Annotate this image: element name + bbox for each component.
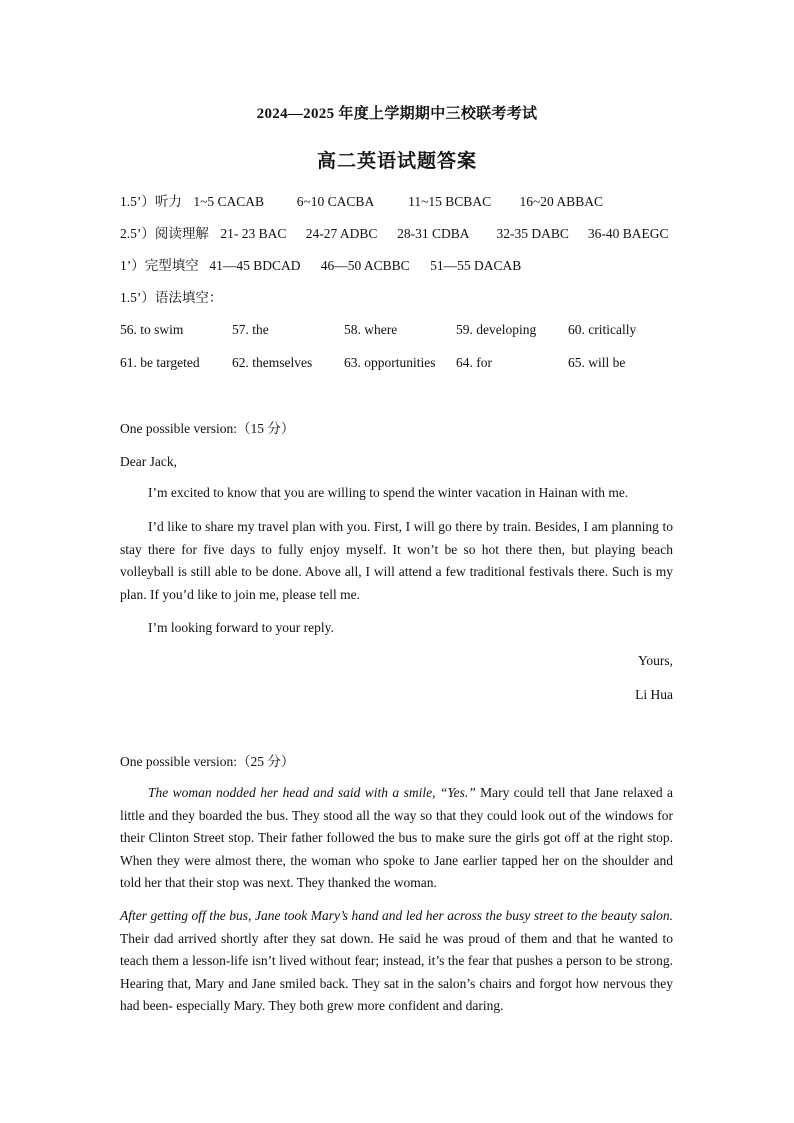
grammar-answer: 63. opportunities	[344, 355, 436, 370]
essay1-closing: Yours,	[637, 653, 673, 668]
grammar-answer: 56. to swim	[120, 322, 184, 337]
exam-title: 2024—2025 年度上学期期中三校联考考试	[256, 106, 538, 122]
answer-group: 32-35 DABC	[496, 226, 569, 241]
essay1-paragraph: I’d like to share my travel plan with you. First, I will go there by train. Besides, I am planning to stay there for five days to fully enjoy myself. It won’t be so hot there then, but playing beach volleyball is still able to be done. Above all, I will attend a few traditional festivals there. Such is my plan. If you’d like to join me, please tell me.	[120, 519, 673, 602]
grammar-answer: 65. will be	[568, 355, 626, 370]
section-label: 1.5’）语法填空：	[120, 290, 223, 305]
grammar-answer: 61. be targeted	[120, 355, 200, 370]
essay2-heading: One possible version:（25 分）	[120, 754, 295, 769]
essay2-given-opening: The woman nodded her head and said with a smile, “Yes.”	[148, 785, 476, 800]
grammar-answer: 59. developing	[456, 322, 537, 337]
essay2-text: Mary could tell that Jane relaxed a little and they boarded the bus. They stood all the way so that they could look out of the windows for their Clinton Street stop. Their father followed the bus to make sure the girls got off at the right stop. When they were almost there, the woman who spoke to Jane earlier tapped her on the shoulder and told her that their stop was next. They thanked the woman.	[120, 785, 673, 890]
grammar-answer: 60. critically	[568, 322, 637, 337]
grammar-section-label	[120, 289, 222, 307]
answer-group: 51—55 DACAB	[430, 258, 522, 273]
answer-group: 36-40 BAEGC	[587, 226, 669, 241]
essay1-greeting: Dear Jack,	[120, 454, 177, 469]
listening-answers	[120, 193, 603, 211]
grammar-answer: 64. for	[456, 355, 492, 370]
essay1-paragraph: I’m looking forward to your reply.	[148, 620, 334, 635]
essay2-given-opening: After getting off the bus, Jane took Mary’s hand and led her across the busy street to the beauty salon.	[120, 908, 673, 923]
grammar-answer: 57. the	[232, 322, 269, 337]
essay1-paragraph: I’m excited to know that you are willing to spend the winter vacation in Hainan with me.	[148, 485, 629, 500]
essay1-signature: Li Hua	[635, 687, 673, 702]
answer-group: 6~10 CACBA	[296, 194, 375, 209]
answer-group: 28-31 CDBA	[397, 226, 470, 241]
answer-group: 24-27 ADBC	[305, 226, 378, 241]
section-label: 1’）完型填空	[120, 258, 199, 273]
reading-answers	[120, 225, 669, 243]
answer-key-title: 高二英语试题答案	[316, 151, 477, 172]
essay2-paragraph	[120, 905, 673, 1018]
answer-group: 1~5 CACAB	[193, 194, 265, 209]
grammar-answer: 62. themselves	[232, 355, 313, 370]
essay1-heading: One possible version:（15 分）	[120, 421, 295, 436]
grammar-answer: 58. where	[344, 322, 398, 337]
answer-group: 46—50 ACBBC	[320, 258, 410, 273]
cloze-answers	[120, 257, 521, 275]
section-label: 2.5’）阅读理解	[120, 226, 209, 241]
answer-group: 41—45 BDCAD	[209, 258, 301, 273]
answer-group: 16~20 ABBAC	[519, 194, 603, 209]
section-label: 1.5’）听力	[120, 194, 182, 209]
essay2-text: Their dad arrived shortly after they sat down. He said he was proud of them and that he wanted to teach them a lesson-life isn’t lived without fear; instead, it’s the fear that pushes a person to be strong. Hearing that, Mary and Jane smiled back. They sat in the salon’s chairs and forgot how nervous they had been- especially Mary. They both grew more confident and daring.	[120, 930, 673, 1013]
answer-group: 11~15 BCBAC	[408, 194, 492, 209]
answer-group: 21- 23 BAC	[220, 226, 287, 241]
essay2-paragraph	[120, 782, 673, 895]
